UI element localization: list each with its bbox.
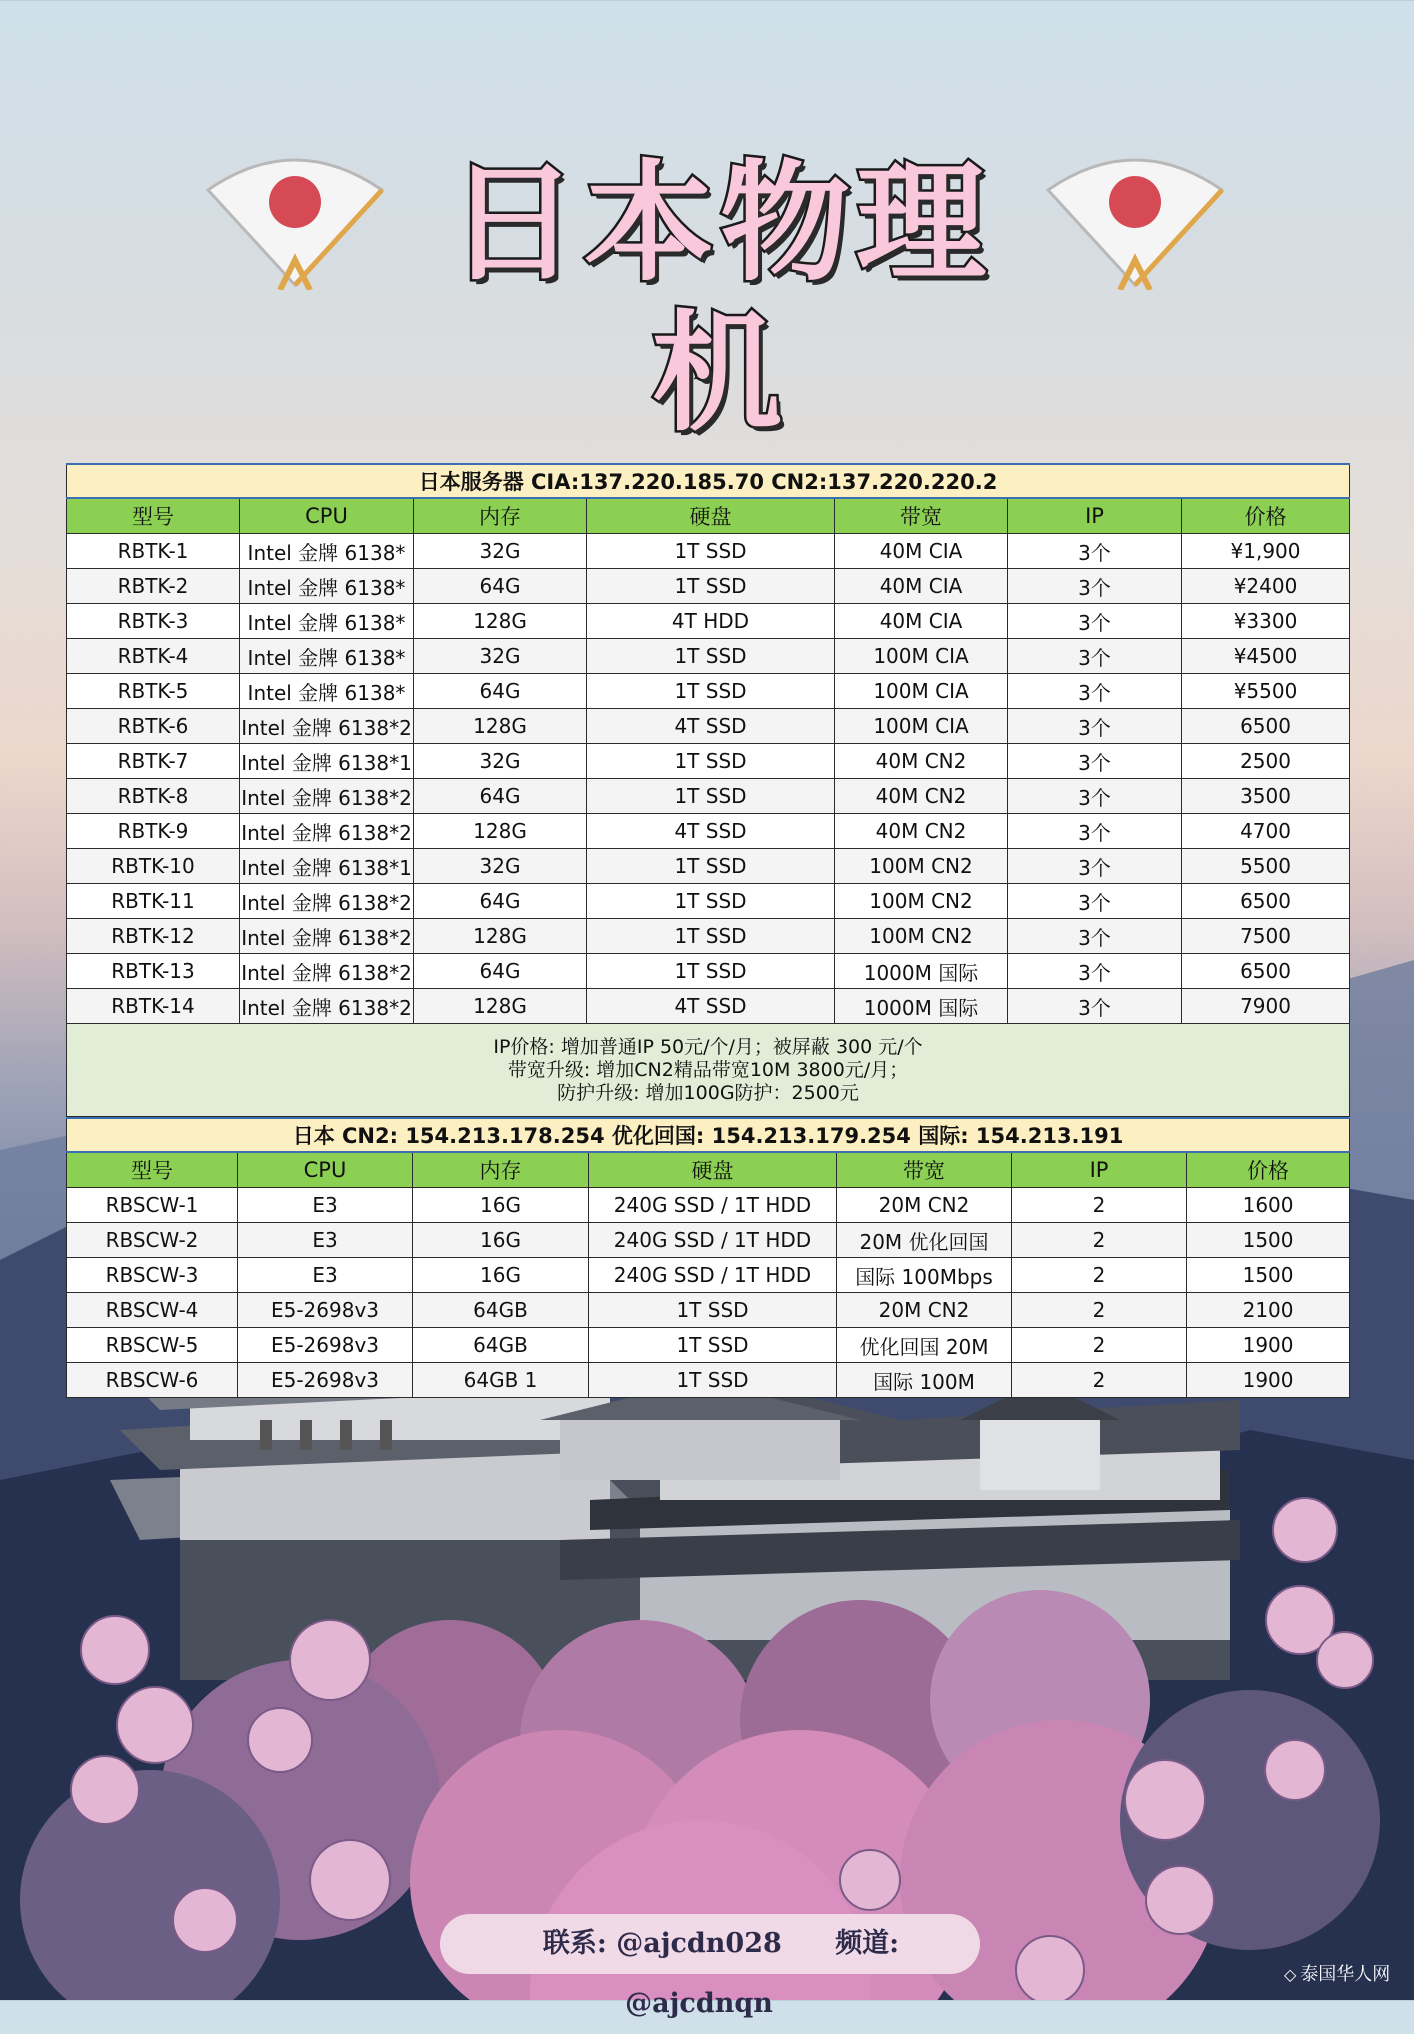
table-cell: RBSCW-5 <box>67 1328 238 1363</box>
table-cell: 4T SSD <box>587 709 835 744</box>
table-cell: ¥3300 <box>1182 604 1350 639</box>
table-cell: 1T SSD <box>587 919 835 954</box>
table-cell: E3 <box>238 1223 413 1258</box>
table-cell: RBTK-12 <box>67 919 240 954</box>
table-cell: 64GB <box>413 1293 589 1328</box>
table-cell: 1T SSD <box>587 779 835 814</box>
contact-banner <box>440 1914 980 2019</box>
table-cell: RBSCW-2 <box>67 1223 238 1258</box>
table-cell: 3个 <box>1008 954 1182 989</box>
table-cell: 240G SSD / 1T HDD <box>589 1188 837 1223</box>
table-cell: 1T SSD <box>589 1293 837 1328</box>
table-cell: 32G <box>414 534 587 569</box>
table-cell: 3个 <box>1008 989 1182 1024</box>
table-cell: 1T SSD <box>587 639 835 674</box>
table-japan-cn2 <box>66 1117 1350 1398</box>
column-header: 型号 <box>67 498 240 534</box>
table-cell: 1600 <box>1187 1188 1350 1223</box>
table-cell: 3500 <box>1182 779 1350 814</box>
table-cell: 1500 <box>1187 1223 1350 1258</box>
table-row <box>67 1258 1350 1293</box>
table-cell: 32G <box>414 639 587 674</box>
table-row <box>67 814 1350 849</box>
table-cell: 16G <box>413 1258 589 1293</box>
table-cell: 1900 <box>1187 1363 1350 1398</box>
table-cell: 1T SSD <box>589 1363 837 1398</box>
column-header: 带宽 <box>837 1152 1012 1188</box>
table-row <box>67 604 1350 639</box>
table-cell: 3个 <box>1008 604 1182 639</box>
table-row <box>67 884 1350 919</box>
table-cell: RBSCW-3 <box>67 1258 238 1293</box>
table-cell: 3个 <box>1008 814 1182 849</box>
table-row <box>67 1223 1350 1258</box>
table-cell: 1T SSD <box>587 884 835 919</box>
pricing-tables <box>66 463 1349 1398</box>
table-cell: 3个 <box>1008 534 1182 569</box>
column-header: IP <box>1012 1152 1187 1188</box>
table-cell: 40M CIA <box>835 569 1008 604</box>
table-cell: 128G <box>414 604 587 639</box>
table-cell: E5-2698v3 <box>238 1363 413 1398</box>
column-header: 内存 <box>413 1152 589 1188</box>
table-cell: 16G <box>413 1188 589 1223</box>
table-cell: 20M CN2 <box>837 1188 1012 1223</box>
table-row <box>67 1363 1350 1398</box>
table1-title: 日本服务器 CIA:137.220.185.70 CN2:137.220.220.2 <box>67 464 1350 498</box>
table-cell: 100M CN2 <box>835 884 1008 919</box>
table-row <box>67 534 1350 569</box>
table-cell: 5500 <box>1182 849 1350 884</box>
table-cell: RBTK-11 <box>67 884 240 919</box>
table-cell: 1T SSD <box>587 744 835 779</box>
table-row <box>67 954 1350 989</box>
column-header: 型号 <box>67 1152 238 1188</box>
table-row <box>67 1328 1350 1363</box>
table-cell: Intel 金牌 6138* <box>240 534 414 569</box>
table-cell: ¥2400 <box>1182 569 1350 604</box>
table-cell: RBSCW-6 <box>67 1363 238 1398</box>
column-header: 带宽 <box>835 498 1008 534</box>
table-cell: 3个 <box>1008 744 1182 779</box>
table-cell: RBTK-10 <box>67 849 240 884</box>
table-cell: 3个 <box>1008 709 1182 744</box>
table-cell: 3个 <box>1008 639 1182 674</box>
table1-notes <box>67 1024 1350 1117</box>
table-cell: 国际 100Mbps <box>837 1258 1012 1293</box>
table-cell: RBTK-2 <box>67 569 240 604</box>
table-cell: 100M CN2 <box>835 849 1008 884</box>
table-cell: 2 <box>1012 1363 1187 1398</box>
table-cell: Intel 金牌 6138*1 <box>240 744 414 779</box>
table-cell: 3个 <box>1008 849 1182 884</box>
table-cell: 1T SSD <box>589 1328 837 1363</box>
table-cell: 100M CIA <box>835 639 1008 674</box>
table-cell: 64G <box>414 779 587 814</box>
table-cell: 7900 <box>1182 989 1350 1024</box>
table-cell: RBTK-13 <box>67 954 240 989</box>
column-header: 内存 <box>414 498 587 534</box>
table-row <box>67 1188 1350 1223</box>
japan-fan-icon <box>1040 150 1230 290</box>
table-cell: 1T SSD <box>587 534 835 569</box>
column-header: 价格 <box>1182 498 1350 534</box>
table-cell: 128G <box>414 919 587 954</box>
table-cell: 4T SSD <box>587 989 835 1024</box>
table-cell: 4T SSD <box>587 814 835 849</box>
table-cell: ¥4500 <box>1182 639 1350 674</box>
table-cell: 20M 优化回国 <box>837 1223 1012 1258</box>
title-banner <box>0 140 1414 449</box>
table-cell: RBTK-3 <box>67 604 240 639</box>
table-cell: Intel 金牌 6138* <box>240 604 414 639</box>
table-cell: RBTK-1 <box>67 534 240 569</box>
table-cell: Intel 金牌 6138*2 <box>240 989 414 1024</box>
table-cell: 4700 <box>1182 814 1350 849</box>
table-cell: 40M CN2 <box>835 779 1008 814</box>
table-cell: RBTK-14 <box>67 989 240 1024</box>
column-header: 价格 <box>1187 1152 1350 1188</box>
table-cell: 128G <box>414 709 587 744</box>
table-cell: RBTK-6 <box>67 709 240 744</box>
table-row <box>67 639 1350 674</box>
table-cell: 6500 <box>1182 884 1350 919</box>
table-cell: 国际 100M <box>837 1363 1012 1398</box>
watermark-logo-icon: ◇ <box>1284 1965 1297 1984</box>
table-row <box>67 674 1350 709</box>
table-cell: Intel 金牌 6138*2 <box>240 779 414 814</box>
table-cell: 优化回国 20M <box>837 1328 1012 1363</box>
table-row <box>67 779 1350 814</box>
table-cell: RBSCW-1 <box>67 1188 238 1223</box>
table-cell: 240G SSD / 1T HDD <box>589 1258 837 1293</box>
table-cell: 1T SSD <box>587 569 835 604</box>
table-cell: 40M CIA <box>835 534 1008 569</box>
table-cell: Intel 金牌 6138* <box>240 639 414 674</box>
table-cell: ¥1,900 <box>1182 534 1350 569</box>
table-cell: 4T HDD <box>587 604 835 639</box>
page-title: 日本物理机 <box>447 147 992 449</box>
table-cell: 2 <box>1012 1223 1187 1258</box>
table-cell: 32G <box>414 744 587 779</box>
table-row <box>67 1293 1350 1328</box>
table-cell: E3 <box>238 1188 413 1223</box>
table-cell: 2100 <box>1187 1293 1350 1328</box>
table-cell: 3个 <box>1008 884 1182 919</box>
table-cell: Intel 金牌 6138*2 <box>240 919 414 954</box>
table-cell: 1T SSD <box>587 954 835 989</box>
table-cell: 20M CN2 <box>837 1293 1012 1328</box>
table-cell: 128G <box>414 989 587 1024</box>
table-cell: E5-2698v3 <box>238 1293 413 1328</box>
column-header: 硬盘 <box>587 498 835 534</box>
table-cell: 3个 <box>1008 919 1182 954</box>
table-cell: E3 <box>238 1258 413 1293</box>
table-cell: E5-2698v3 <box>238 1328 413 1363</box>
table-cell: RBSCW-4 <box>67 1293 238 1328</box>
table-cell: 40M CN2 <box>835 744 1008 779</box>
table-row <box>67 744 1350 779</box>
table-cell: 1T SSD <box>587 849 835 884</box>
table-cell: 1500 <box>1187 1258 1350 1293</box>
table-cell: 6500 <box>1182 954 1350 989</box>
table-cell: RBTK-7 <box>67 744 240 779</box>
table-cell: 40M CN2 <box>835 814 1008 849</box>
table-cell: RBTK-8 <box>67 779 240 814</box>
note-protection-upgrade: 防护升级: 增加100G防护：2500元 <box>557 1081 859 1104</box>
table-row <box>67 569 1350 604</box>
table-cell: Intel 金牌 6138*1 <box>240 849 414 884</box>
table-cell: Intel 金牌 6138*2 <box>240 884 414 919</box>
note-ip-price: IP价格: 增加普通IP 50元/个/月；被屏蔽 300 元/个 <box>493 1035 923 1058</box>
table-cell: 3个 <box>1008 779 1182 814</box>
table-cell: 64G <box>414 954 587 989</box>
table-cell: 2 <box>1012 1328 1187 1363</box>
table-row <box>67 989 1350 1024</box>
table-cell: 64G <box>414 884 587 919</box>
table-row <box>67 849 1350 884</box>
column-header: CPU <box>238 1152 413 1188</box>
table-cell: Intel 金牌 6138* <box>240 569 414 604</box>
table-cell: Intel 金牌 6138*2 <box>240 954 414 989</box>
table-cell: 100M CN2 <box>835 919 1008 954</box>
column-header: 硬盘 <box>589 1152 837 1188</box>
column-header: CPU <box>240 498 414 534</box>
japan-fan-icon <box>200 150 390 290</box>
column-header: IP <box>1008 498 1182 534</box>
table-cell: 3个 <box>1008 569 1182 604</box>
table-cell: 6500 <box>1182 709 1350 744</box>
table-cell: Intel 金牌 6138* <box>240 674 414 709</box>
table-cell: 64G <box>414 674 587 709</box>
table-cell: 100M CIA <box>835 709 1008 744</box>
table-cell: 7500 <box>1182 919 1350 954</box>
table-cell: ¥5500 <box>1182 674 1350 709</box>
table-cell: RBTK-9 <box>67 814 240 849</box>
site-watermark <box>1284 1960 1410 1990</box>
table-cell: RBTK-5 <box>67 674 240 709</box>
table-cell: 1900 <box>1187 1328 1350 1363</box>
table-cell: 64GB <box>413 1328 589 1363</box>
table-cell: 1000M 国际 <box>835 989 1008 1024</box>
table-cell: Intel 金牌 6138*2 <box>240 814 414 849</box>
table-cell: 3个 <box>1008 674 1182 709</box>
table-row <box>67 709 1350 744</box>
table-cell: 100M CIA <box>835 674 1008 709</box>
table-cell: 2500 <box>1182 744 1350 779</box>
table2-header-row <box>67 1152 1350 1188</box>
table-cell: 16G <box>413 1223 589 1258</box>
channel-handle[interactable]: 频道: @ajcdnqn <box>625 1928 900 2019</box>
table-cell: 2 <box>1012 1293 1187 1328</box>
table-cell: 2 <box>1012 1258 1187 1293</box>
table2-title: 日本 CN2: 154.213.178.254 优化回国: 154.213.179.254 国际: 154.213.191 <box>67 1118 1350 1152</box>
table-japan-servers <box>66 463 1350 1117</box>
table-cell: 128G <box>414 814 587 849</box>
table-cell: 64G <box>414 569 587 604</box>
table-cell: 1000M 国际 <box>835 954 1008 989</box>
table-cell: 240G SSD / 1T HDD <box>589 1223 837 1258</box>
watermark-text: 泰国华人网 <box>1300 1964 1391 1985</box>
table-row <box>67 919 1350 954</box>
contact-handle[interactable]: 联系: @ajcdn028 <box>542 1928 782 1959</box>
table-cell: Intel 金牌 6138*2 <box>240 709 414 744</box>
table-cell: RBTK-4 <box>67 639 240 674</box>
table1-header-row <box>67 498 1350 534</box>
table-cell: 2 <box>1012 1188 1187 1223</box>
table-cell: 32G <box>414 849 587 884</box>
table-cell: 1T SSD <box>587 674 835 709</box>
note-bandwidth-upgrade: 带宽升级: 增加CN2精品带宽10M 3800元/月； <box>507 1058 909 1081</box>
table-cell: 64GB 1 <box>413 1363 589 1398</box>
table-cell: 40M CIA <box>835 604 1008 639</box>
